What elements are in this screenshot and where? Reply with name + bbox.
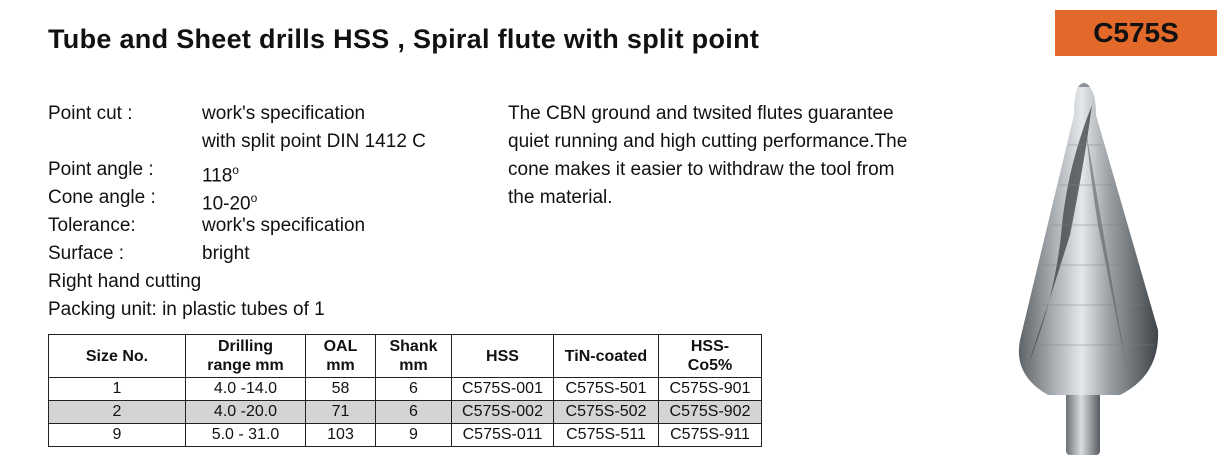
cell-hss: C575S-011 bbox=[452, 424, 554, 447]
header-drilling-range: Drilling range mm bbox=[186, 335, 306, 378]
cell-tin-coated: C575S-502 bbox=[554, 401, 659, 424]
cell-hss-co5: C575S-901 bbox=[659, 378, 762, 401]
table-row bbox=[49, 378, 762, 401]
degree-symbol: o bbox=[232, 163, 239, 177]
spec-label: Surface : bbox=[48, 243, 125, 264]
point-angle-number: 118 bbox=[202, 165, 233, 187]
cell-drilling-range: 4.0 -14.0 bbox=[186, 378, 306, 401]
step-drill-image bbox=[1008, 75, 1208, 460]
spec-label: Right hand cutting bbox=[48, 271, 202, 292]
description-line: cone makes it easier to withdraw the tool from bbox=[508, 159, 895, 180]
cell-drilling-range: 5.0 - 31.0 bbox=[186, 424, 306, 447]
spec-label: Tolerance: bbox=[48, 215, 136, 236]
spec-label: Point cut : bbox=[48, 103, 133, 124]
table-row bbox=[49, 401, 762, 424]
spec-label: Cone angle : bbox=[48, 187, 156, 208]
degree-symbol: o bbox=[250, 191, 258, 205]
spec-value: with split point DIN 1412 C bbox=[202, 131, 426, 152]
cell-hss: C575S-002 bbox=[452, 401, 554, 424]
size-table bbox=[48, 334, 762, 447]
description-line: The CBN ground and twsited flutes guarantee bbox=[508, 103, 894, 124]
page-title: Tube and Sheet drills HSS , Spiral flute with split point bbox=[48, 24, 760, 54]
cell-hss-co5: C575S-911 bbox=[659, 424, 762, 447]
header-size-no: Size No. bbox=[49, 335, 186, 378]
spec-value: work's specification bbox=[202, 103, 366, 124]
header-shank: Shank mm bbox=[376, 335, 452, 378]
cell-hss: C575S-001 bbox=[452, 378, 554, 401]
spec-value: work's specification bbox=[202, 215, 366, 236]
spec-value: bright bbox=[202, 243, 250, 264]
cell-oal: 58 bbox=[306, 378, 376, 401]
spec-label: Packing unit: in plastic tubes of 1 bbox=[48, 299, 325, 320]
description-line: the material. bbox=[508, 187, 613, 208]
description-line: quiet running and high cutting performance.The bbox=[508, 131, 908, 152]
cell-size-no: 1 bbox=[49, 378, 186, 401]
cell-shank: 6 bbox=[376, 401, 452, 424]
cell-tin-coated: C575S-511 bbox=[554, 424, 659, 447]
cell-oal: 103 bbox=[306, 424, 376, 447]
cell-tin-coated: C575S-501 bbox=[554, 378, 659, 401]
table-row bbox=[49, 424, 762, 447]
cone-angle-number: 10-20 bbox=[202, 193, 251, 215]
product-code-badge: C575S bbox=[1055, 10, 1217, 56]
cell-hss-co5: C575S-902 bbox=[659, 401, 762, 424]
product-description bbox=[508, 100, 998, 212]
header-tin-coated: TiN-coated bbox=[554, 335, 659, 378]
table-header-row bbox=[49, 335, 762, 378]
header-oal: OAL mm bbox=[306, 335, 376, 378]
cell-shank: 6 bbox=[376, 378, 452, 401]
cell-oal: 71 bbox=[306, 401, 376, 424]
header-hss-co5: HSS- Co5% bbox=[659, 335, 762, 378]
cell-size-no: 2 bbox=[49, 401, 186, 424]
spec-label: Point angle : bbox=[48, 159, 154, 180]
cell-drilling-range: 4.0 -20.0 bbox=[186, 401, 306, 424]
cell-shank: 9 bbox=[376, 424, 452, 447]
header-hss: HSS bbox=[452, 335, 554, 378]
cell-size-no: 9 bbox=[49, 424, 186, 447]
